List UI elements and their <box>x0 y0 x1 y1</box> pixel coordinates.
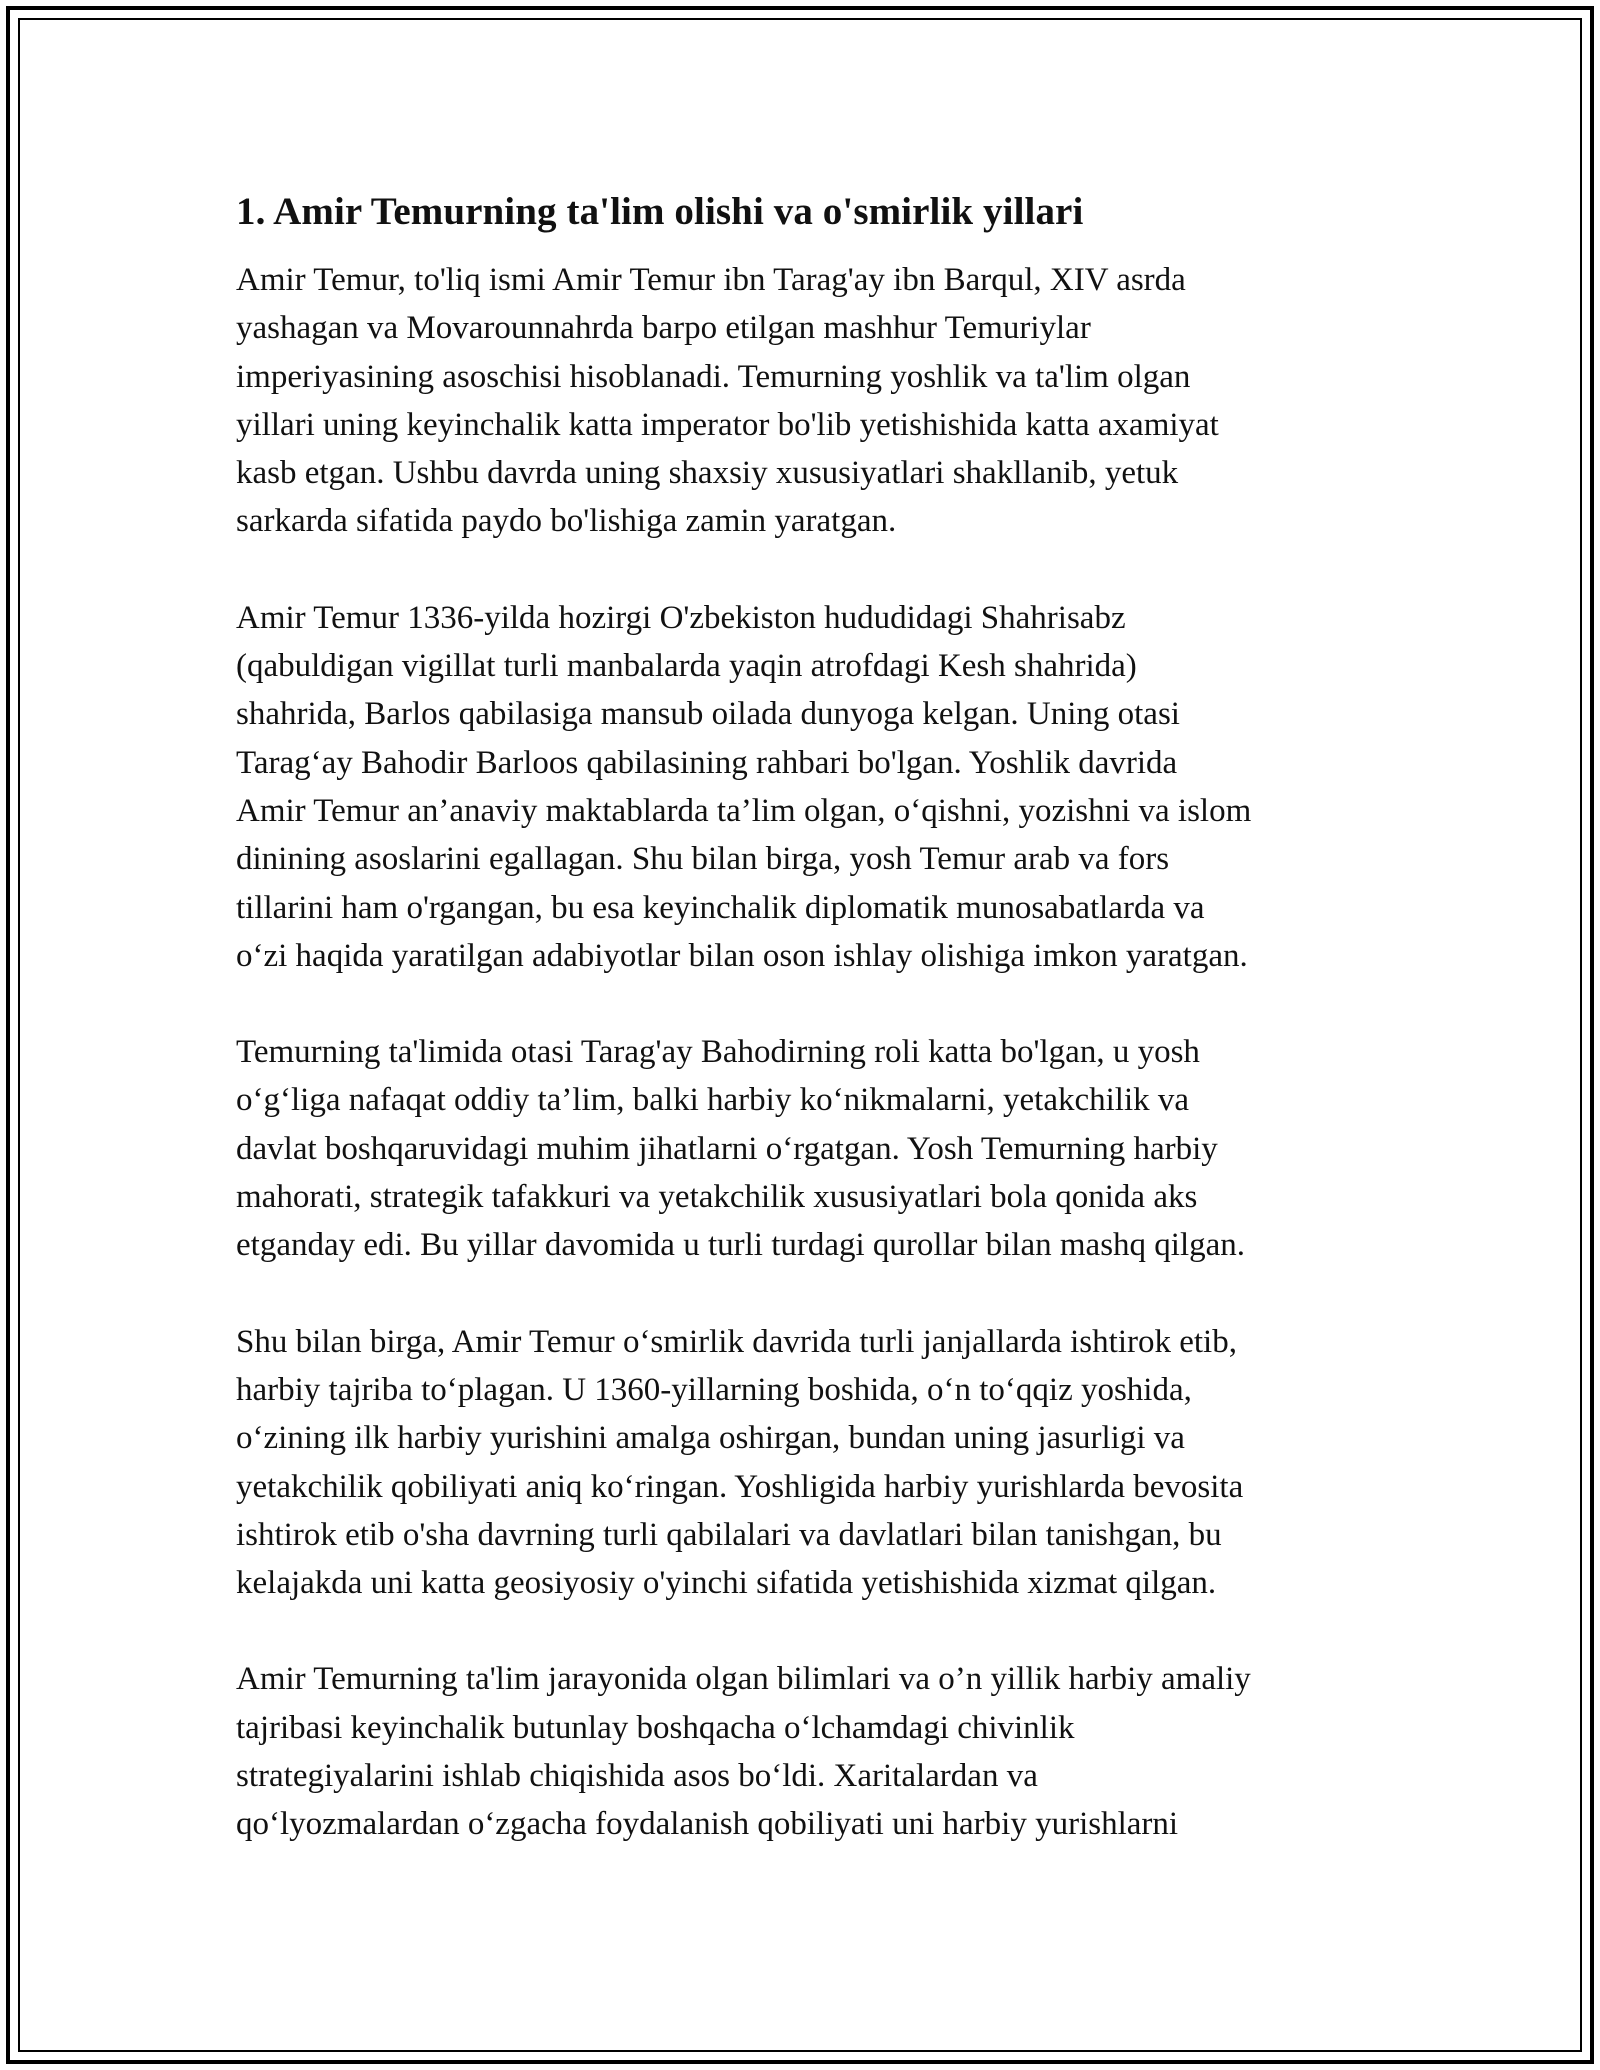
paragraph-5 <box>236 1655 1376 1848</box>
text-line: tillarini ham o'rgangan, bu esa keyinchalik diplomatik munosabatlarda va <box>236 889 1205 926</box>
paragraph-1 <box>236 256 1376 546</box>
text-line: kasb etgan. Ushbu davrda uning shaxsiy xususiyatlari shakllanib, yetuk <box>236 455 1179 492</box>
text-line: yashagan va Movarounnahrda barpo etilgan mashhur Temuriylar <box>236 310 1091 347</box>
paragraph-2 <box>236 594 1376 980</box>
text-line: dinining asoslarini egallagan. Shu bilan birga, yosh Temur arab va fors <box>236 841 1170 878</box>
text-line: kelajakda uni katta geosiyosiy o'yinchi sifatida yetishishida xizmat qilgan. <box>236 1565 1217 1602</box>
section-heading: 1. Amir Temurning ta'lim olishi va o'smirlik yillari <box>236 190 1084 233</box>
text-line: davlat boshqaruvidagi muhim jihatlarni o‘rgatgan. Yosh Temurning harbiy <box>236 1130 1218 1167</box>
text-line: Tarag‘ay Bahodir Barloos qabilasining rahbari bo'lgan. Yoshlik davrida <box>236 744 1178 781</box>
text-line: Shu bilan birga, Amir Temur o‘smirlik davrida turli janjallarda ishtirok etib, <box>236 1323 1237 1360</box>
text-line: (qabuldigan vigillat turli manbalarda yaqin atrofdagi Kesh shahrida) <box>236 648 1137 685</box>
text-line: imperiyasining asoschisi hisoblanadi. Temurning yoshlik va ta'lim olgan <box>236 358 1191 395</box>
text-line: etganday edi. Bu yillar davomida u turli turdagi qurollar bilan mashq qilgan. <box>236 1227 1246 1264</box>
text-line: strategiyalarini ishlab chiqishida asos bo‘ldi. Xaritalardan va <box>236 1758 1038 1795</box>
text-line: yetakchilik qobiliyati aniq ko‘ringan. Yoshligida harbiy yurishlarda bevosita <box>236 1468 1244 1505</box>
paragraph-3 <box>236 1028 1376 1269</box>
text-line: o‘zining ilk harbiy yurishini amalga oshirgan, bundan uning jasurligi va <box>236 1420 1185 1457</box>
text-line: shahrida, Barlos qabilasiga mansub oilada dunyoga kelgan. Uning otasi <box>236 696 1180 733</box>
text-line: o‘g‘liga nafaqat oddiy ta’lim, balki harbiy ko‘nikmalarni, yetakchilik va <box>236 1082 1190 1119</box>
text-line: sarkarda sifatida paydo bo'lishiga zamin yaratgan. <box>236 503 897 540</box>
paragraph-4 <box>236 1318 1376 1608</box>
text-line: mahorati, strategik tafakkuri va yetakchilik xususiyatlari bola qonida aks <box>236 1179 1198 1216</box>
text-line: o‘zi haqida yaratilgan adabiyotlar bilan oson ishlay olishiga imkon yaratgan. <box>236 937 1248 974</box>
text-line: Amir Temur, to'liq ismi Amir Temur ibn Tarag'ay ibn Barqul, XIV asrda <box>236 262 1186 298</box>
text-line: Amir Temurning ta'lim jarayonida olgan bilimlari va o’n yillik harbiy amaliy <box>236 1661 1251 1698</box>
text-line: Amir Temur 1336-yilda hozirgi O'zbekiston hududidagi Shahrisabz <box>236 599 1126 636</box>
text-line: ishtirok etib o'sha davrning turli qabilalari va davlatlari bilan tanishgan, bu <box>236 1516 1222 1553</box>
text-line: yillari uning keyinchalik katta imperator bo'lib yetishishida katta axamiyat <box>236 406 1219 443</box>
text-line: qo‘lyozmalardan o‘zgacha foydalanish qobiliyati uni harbiy yurishlarni <box>236 1806 1179 1843</box>
text-line: tajribasi keyinchalik butunlay boshqacha o‘lchamdagi chivinlik <box>236 1709 1075 1746</box>
text-line: Temurning ta'limida otasi Tarag'ay Bahodirning roli katta bo'lgan, u yosh <box>236 1034 1200 1071</box>
text-line: harbiy tajriba to‘plagan. U 1360-yillarning boshida, o‘n to‘qqiz yoshida, <box>236 1371 1192 1408</box>
document-body <box>236 186 1376 1897</box>
text-line: Amir Temur an’anaviy maktablarda ta’lim olgan, o‘qishni, yozishni va islom <box>236 792 1252 829</box>
